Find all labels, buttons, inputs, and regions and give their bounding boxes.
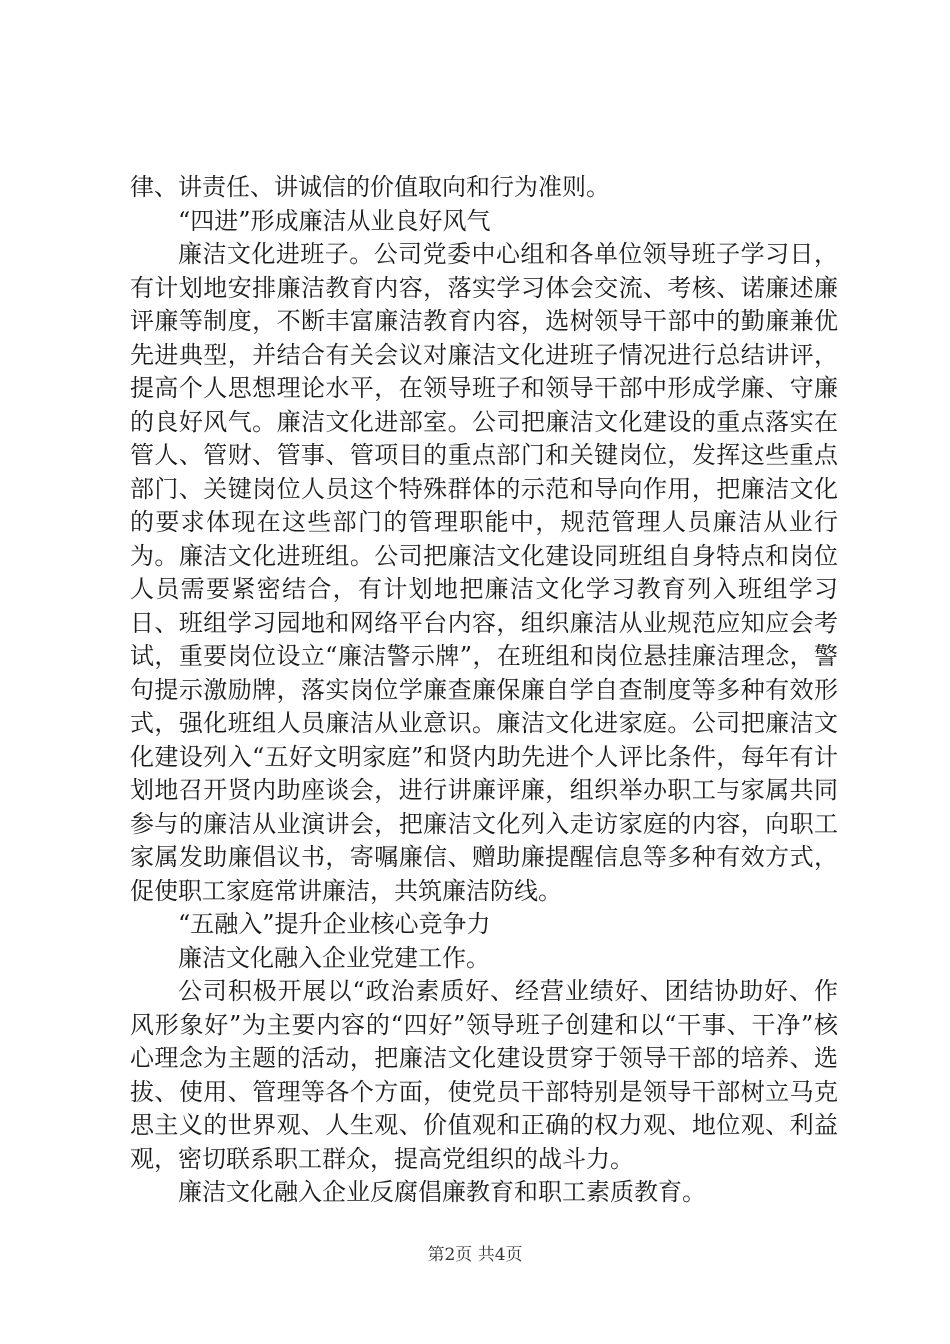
- subheading-party-building: 廉洁文化融入企业党建工作。: [178, 943, 490, 972]
- subheading-anti-corruption-education: 廉洁文化融入企业反腐倡廉教育和职工素质教育。: [178, 1178, 706, 1206]
- document-body: [130, 171, 838, 1210]
- paragraph-party-building-body: 公司积极开展以“政治素质好、经营业绩好、团结协助好、作风形象好”为主要内容的“四好”领导班子创建和以“干事、干净”核心理念为主题的活动，把廉洁文化建设贯穿于领导干部的培养、选拔、使用、管理等各个方面，使党员干部特别是领导干部树立马克思主义的世界观、人生观、价值观和正确的权力观、地位观、利益观，密切联系职工群众，提高党组织的战斗力。: [130, 977, 838, 1173]
- section-heading-four-entries: “四进”形成廉洁从业良好风气: [178, 206, 491, 235]
- paragraph-four-entries-body: 廉洁文化进班子。公司党委中心组和各单位领导班子学习日，有计划地安排廉洁教育内容，落实学习体会交流、考核、诺廉述廉评廉等制度，不断丰富廉洁教育内容，选树领导干部中的勤廉兼优先进典型，并结合有关会议对廉洁文化进班子情况进行总结讲评，提高个人思想理论水平，在领导班子和领导干部中形成学廉、守廉的良好风气。廉洁文化进部室。公司把廉洁文化建设的重点落实在管人、管财、管事、管项目的重点部门和关键岗位，发挥这些重点部门、关键岗位人员这个特殊群体的示范和导向作用，把廉洁文化的要求体现在这些部门的管理职能中，规范管理人员廉洁从业行为。廉洁文化进班组。公司把廉洁文化建设同班组自身特点和岗位人员需要紧密结合，有计划地把廉洁文化学习教育列入班组学习日、班组学习园地和网络平台内容，组织廉洁从业规范应知应会考试，重要岗位设立“廉洁警示牌”，在班组和岗位悬挂廉洁理念，警句提示激励牌，落实岗位学廉查廉保廉自学自查制度等多种有效形式，强化班组人员廉洁从业意识。廉洁文化进家庭。公司把廉洁文化建设列入“五好文明家庭”和贤内助先进个人评比条件，每年有计划地召开贤内助座谈会，进行讲廉评廉，组织举办职工与家属共同参与的廉洁从业演讲会，把廉洁文化列入走访家庭的内容，向职工家属发助廉倡议书，寄嘱廉信、赠助廉提醒信息等多种有效方式，促使职工家庭常讲廉洁，共筑廉洁防线。: [130, 240, 838, 905]
- paragraph-continuation: 律、讲责任、讲诚信的价值取向和行为准则。: [130, 173, 610, 201]
- page-number-footer: 第2页 共4页: [427, 1245, 523, 1265]
- section-heading-five-integrations: “五融入”提升企业核心竞争力: [178, 910, 491, 938]
